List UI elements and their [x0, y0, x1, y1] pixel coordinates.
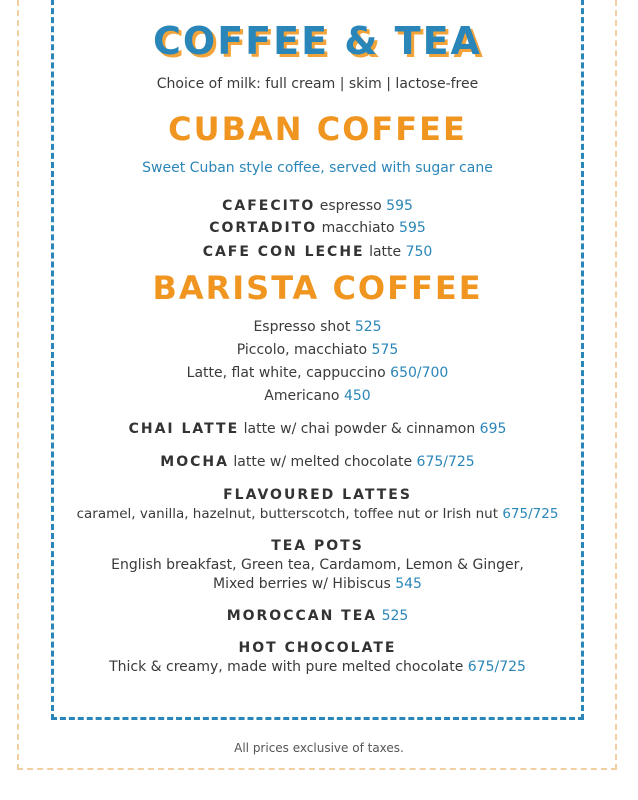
item-name: HOT CHOCOLATE — [238, 640, 397, 656]
item-price: 750 — [405, 244, 433, 260]
flavoured-lattes-desc — [51, 506, 584, 522]
milk-choice-text: Choice of milk: full cream | skim | lactose-free — [156, 76, 479, 92]
menu-item-mocha — [51, 454, 584, 470]
item-name: MOROCCAN TEA — [226, 608, 378, 624]
menu-item-americano — [51, 388, 584, 404]
item-desc: Latte, flat white, cappuccino — [186, 365, 386, 381]
item-name: CAFECITO — [222, 198, 316, 214]
item-desc: caramel, vanilla, hazelnut, butterscotch, toffee nut or Irish nut — [76, 506, 499, 522]
menu-item-cortadito — [51, 220, 584, 236]
menu-item-espresso-shot — [51, 319, 584, 335]
item-price: 675/725 — [416, 454, 475, 470]
item-desc: English breakfast, Green tea, Cardamom, Lemon & Ginger, — [111, 557, 524, 573]
item-price: 545 — [395, 576, 422, 592]
item-price: 650/700 — [390, 365, 449, 381]
menu-item-cafe-con-leche — [51, 244, 584, 260]
tea-pots-desc-line2 — [51, 576, 584, 592]
item-price: 525 — [381, 608, 409, 624]
item-desc: Piccolo, macchiato — [236, 342, 368, 358]
item-price: 595 — [399, 220, 426, 236]
menu-item-cafecito — [51, 198, 584, 214]
item-name: MOCHA — [160, 454, 229, 470]
item-desc: latte w/ melted chocolate — [233, 454, 413, 470]
hot-chocolate-name — [51, 640, 584, 656]
item-desc: Americano — [264, 388, 340, 404]
item-name: TEA POTS — [271, 538, 364, 554]
item-desc: macchiato — [321, 220, 395, 236]
cuban-coffee-heading: CUBAN COFFEE — [168, 110, 467, 148]
item-desc: Mixed berries w/ Hibiscus — [213, 576, 391, 592]
item-price: 595 — [386, 198, 413, 214]
item-price: 695 — [479, 421, 507, 437]
cuban-coffee-note: Sweet Cuban style coffee, served with sugar cane — [142, 160, 493, 176]
item-name: CHAI LATTE — [128, 421, 240, 437]
menu-item-piccolo — [51, 342, 584, 358]
item-price: 525 — [354, 319, 382, 335]
barista-coffee-heading: BARISTA COFFEE — [152, 269, 483, 307]
hot-chocolate-desc — [51, 659, 584, 675]
item-desc: espresso — [319, 198, 382, 214]
footer-tax-note: All prices exclusive of taxes. — [234, 741, 404, 755]
menu-item-chai-latte — [51, 421, 584, 437]
item-desc: Thick & creamy, made with pure melted chocolate — [109, 659, 464, 675]
menu-item-moroccan-tea — [51, 608, 584, 624]
menu-title: COFFEE & TEA — [153, 19, 482, 63]
item-price: 450 — [343, 388, 371, 404]
item-desc: Espresso shot — [253, 319, 351, 335]
item-name: FLAVOURED LATTES — [223, 487, 412, 503]
tea-pots-desc-line1 — [51, 557, 584, 573]
item-name: CORTADITO — [209, 220, 318, 236]
tea-pots-name — [51, 538, 584, 554]
flavoured-lattes-name — [51, 487, 584, 503]
item-price: 575 — [371, 342, 399, 358]
menu-item-latte — [51, 365, 584, 381]
item-price: 675/725 — [467, 659, 526, 675]
item-desc: latte w/ chai powder & cinnamon — [243, 421, 476, 437]
item-price: 675/725 — [502, 506, 559, 522]
item-desc: latte — [369, 244, 402, 260]
item-name: CAFE CON LECHE — [202, 244, 365, 260]
